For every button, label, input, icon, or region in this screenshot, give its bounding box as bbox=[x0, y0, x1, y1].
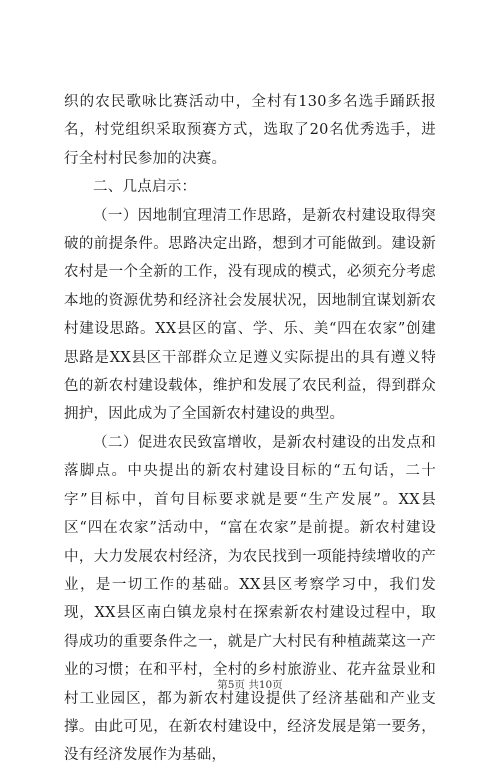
paragraph-continuation: 织的农民歌咏比赛活动中，全村有130多名选手踊跃报名，村党组织采取预赛方式，选取了20名优秀选手，进行全村村民参加的决赛。 bbox=[64, 94, 436, 167]
section-heading-insights: 二、几点启示： bbox=[93, 179, 197, 196]
paragraph-insight-one: （一）因地制宜理清工作思路，是新农村建设取得突破的前提条件。思路决定出路，想到才可能做到。建设新农村是一个全新的工作，没有现成的模式，必须充分考虑本地的资源优势和经济社会发展状况，因地制宜谋划新农村建设思路。XX县区的富、学、乐、美“四在农家”创建思路是XX县区干部群众立足遵义实际提出的具有遵义特色的新农村建设载体，维护和发展了农民利益，得到群众拥护，因此成为了全国新农村建设的典型。 bbox=[64, 207, 436, 423]
page-number-footer: 第5页 共10页 bbox=[217, 679, 283, 691]
paragraph-insight-two: （二）促进农民致富增收，是新农村建设的出发点和落脚点。中央提出的新农村建设目标的“五句话，二十字”目标中，首句目标要求就是要“生产发展”。XX县区“四在农家”活动中，“富在农家”是前提。新农村建设中，大力发展农村经济，为农民找到一项能持续增收的产业，是一切工作的基础。XX县区考察学习中，我们发现，XX县区南白镇龙泉村在探索新农村建设过程中，取得成功的重要条件之一，就是广大村民有种植蔬菜这一产业的习惯；在和平村，全村的乡村旅游业、花卉盆景业和村工业园区，都为新农村建设提供了经济基础和产业支撑。由此可见，在新农村建设中，经济发展是第一要务，没有经济发展作为基础， bbox=[64, 434, 436, 764]
document-body bbox=[64, 88, 436, 770]
